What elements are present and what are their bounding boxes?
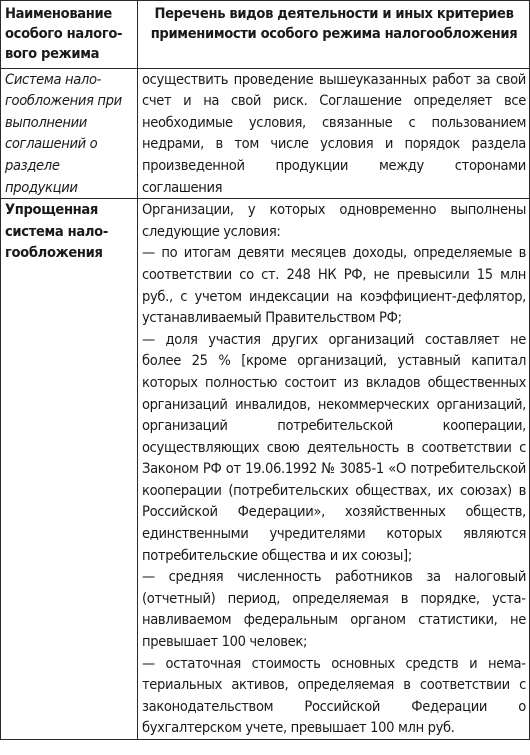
regime-name-production-sharing: Система налогообложения при выполнении соглашений о разделе продукции (1, 68, 138, 199)
criteria-paragraph: осуществить проведение вышеуказанных работ за свой счет и на свой риск. Соглашение определяет все необходимые условия, связанные с пользованием недрами, в том числе условия и порядок раздела произведенной продукции между сторонами соглашения (142, 70, 526, 196)
criteria-condition-income: — по итогам девяти месяцев доходы, определяемые в соответствии со ст. 248 НК РФ, не превысили 15 млн руб., с учетом индексации на коэффициент-дефлятор, устанавливаемый Правительством РФ; (142, 244, 526, 327)
criteria-condition-headcount: — средняя численность работников за налоговый (отчетный) период, определяемая в порядке, устанавливаемом федеральным органом статистики, не превышает 100 человек; (142, 568, 526, 651)
column-header-criteria: Перечень видов деятельности и иных критериев применимости особого режима налогообложения (138, 1, 530, 69)
table-row (1, 199, 530, 740)
table-header-row (1, 1, 530, 69)
regime-criteria-simplified (138, 199, 530, 740)
column-header-regime-name: Наименование особого налогового режима (1, 1, 138, 69)
criteria-intro: Организации, у которых одновременно выполнены следующие условия: (142, 201, 526, 240)
table-row (1, 68, 530, 199)
criteria-condition-assets: — остаточная стоимость основных средств и нематериальных активов, определяемая в соответствии с законодательством Российской Федерации о бухгалтерском учете, превышает 100 млн руб. (142, 654, 526, 737)
regime-name-simplified: Упрощенная система налогообложения (1, 199, 138, 740)
regime-criteria-production-sharing (138, 68, 530, 199)
criteria-condition-ownership: — доля участия других организаций составляет не более 25 % [кроме организаций, уставный капитал которых полностью состоит из вкладов общественных организаций инвалидов, некоммерческих организаций, организаций потребительской кооперации, осуществляющих свою деятельность в соответствии с Законом РФ от 19.06.1992 № 3085-1 «О потребительской кооперации (потребительских обществах, их союзах) в Российской Федерации», хозяйственных обществ, единственными учредителями которых являются потребительские общества и их союзы]; (142, 330, 526, 564)
